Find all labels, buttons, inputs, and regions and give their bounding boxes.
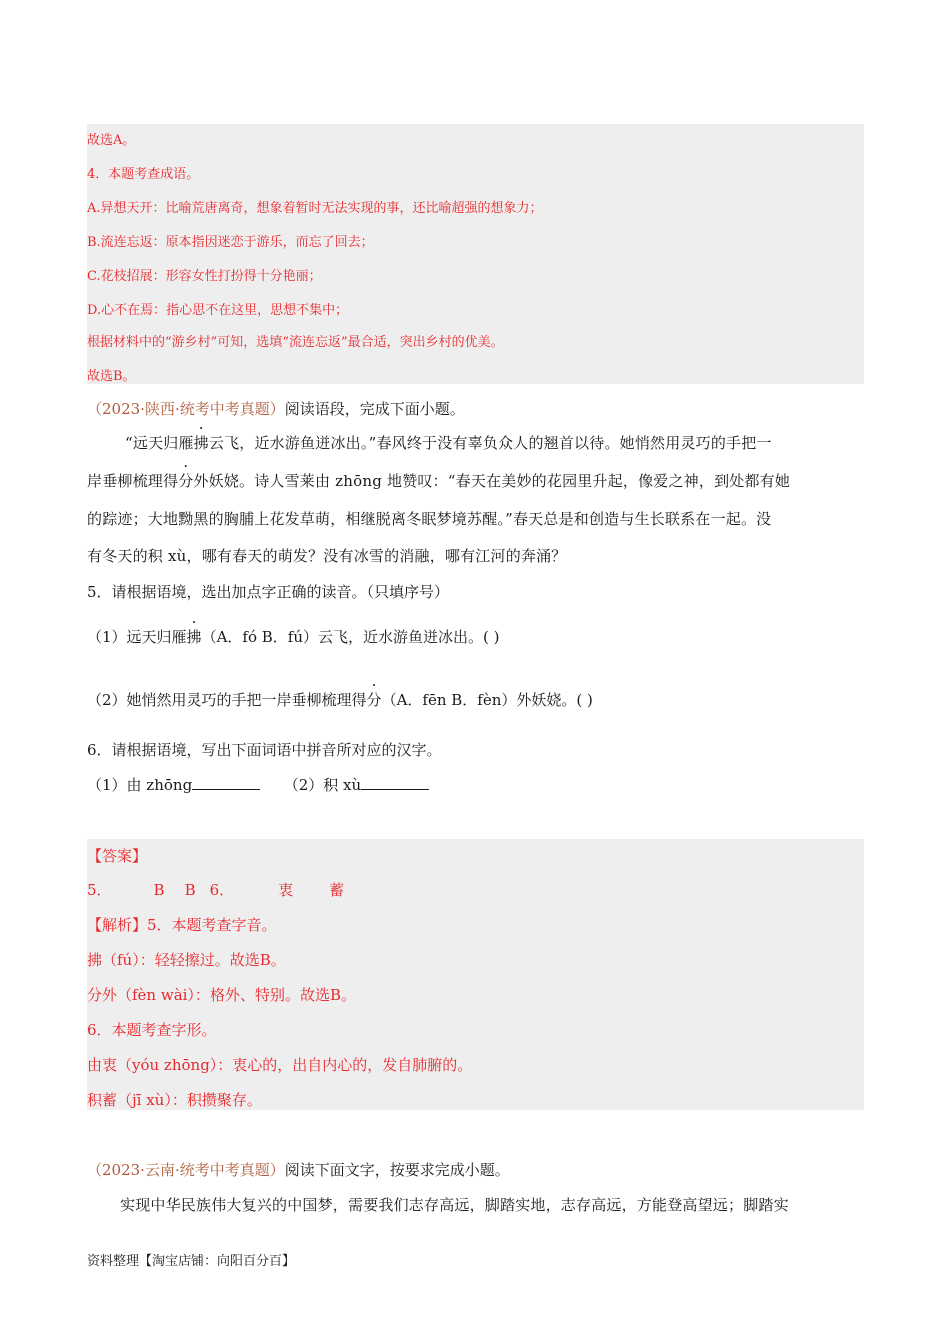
analysis-line: 积蓄（jī xù）：积攒聚存。 — [87, 1091, 262, 1109]
footer-text: 资料整理【淘宝店铺：向阳百分百】 — [87, 1254, 296, 1269]
question-intro — [87, 1159, 510, 1180]
analysis-line: 由衷（yóu zhōng）：衷心的，出自内心的，发自肺腑的。 — [87, 1056, 473, 1074]
dotted-char: 拂 — [186, 628, 202, 646]
passage-line: 的踪迹；大地黝黑的胸脯上花发草萌，相继脱离冬眠梦境苏醒。”春天总是和创造与生长联系在一起。没 — [87, 510, 772, 528]
question-5-item-2: （2）她悄然用灵巧的手把一岸垂柳梳理得分（A．fēn B．fèn）外妖娆。( ) — [87, 691, 593, 709]
passage-line: 有冬天的积 xù，哪有春天的萌发？没有冰雪的消融，哪有江河的奔涌？ — [87, 547, 567, 565]
question-intro — [87, 398, 465, 419]
dotted-char: 分 — [366, 691, 382, 709]
answer-label: 【答案】 — [87, 847, 148, 865]
answer-row: 5． B B 6． 衷 蓄 — [87, 881, 345, 899]
answer-blank[interactable] — [192, 775, 260, 790]
text-line: B.流连忘返：原本指因迷恋于游乐，而忘了回去； — [87, 235, 374, 250]
passage-line: 实现中华民族伟大复兴的中国梦，需要我们志存高远，脚踏实地，志存高远，方能登高望远；脚踏实 — [120, 1196, 789, 1214]
analysis-line: 【解析】5．本题考查字音。 — [87, 916, 277, 934]
text-line: A.异想天开：比喻荒唐离奇，想象着暂时无法实现的事，还比喻超强的想象力； — [87, 201, 543, 216]
analysis-line: 分外（fèn wài）：格外、特别。故选B。 — [87, 986, 356, 1004]
passage-line: “远天归雁拂云飞，近水游鱼迸冰出。”春风终于没有辜负众人的翘首以待。她悄然用灵巧的手把一 — [125, 434, 772, 452]
question-instruction: 阅读下面文字，按要求完成小题。 — [284, 1161, 510, 1179]
question-source: （2023·云南·统考中考真题） — [87, 1161, 285, 1179]
answer-blank[interactable] — [361, 775, 429, 790]
question-6-title: 6．请根据语境，写出下面词语中拼音所对应的汉字。 — [87, 741, 442, 759]
question-6-items: （1）由 zhōng （2）积 xù — [87, 774, 429, 795]
analysis-line: 拂（fú）：轻轻擦过。故选B。 — [87, 951, 286, 969]
passage-line: 岸垂柳梳理得分外妖娆。诗人雪莱由 zhōng 地赞叹：“春天在美妙的花园里升起，像爱之神，到处都有她 — [87, 472, 791, 490]
text-line: D.心不在焉：指心思不在这里，思想不集中； — [87, 303, 349, 318]
analysis-line: 6．本题考查字形。 — [87, 1021, 217, 1039]
text-line: 4．本题考查成语。 — [87, 167, 200, 182]
text-line: 故选B。 — [87, 369, 136, 384]
dotted-char: 拂 — [193, 434, 209, 452]
text-line: 故选A。 — [87, 133, 136, 148]
dotted-char: 分 — [178, 472, 194, 490]
question-5-title: 5．请根据语境，选出加点字正确的读音。（只填序号） — [87, 583, 450, 601]
question-5-item-1: （1）远天归雁拂（A．fó B．fú）云飞，近水游鱼迸冰出。( ) — [87, 628, 500, 646]
text-line: C.花枝招展：形容女性打扮得十分艳丽； — [87, 269, 322, 284]
question-source: （2023·陕西·统考中考真题） — [87, 400, 285, 418]
question-instruction: 阅读语段，完成下面小题。 — [284, 400, 465, 418]
text-line: 根据材料中的“游乡村”可知，选填“流连忘返”最合适，突出乡村的优美。 — [87, 335, 504, 350]
